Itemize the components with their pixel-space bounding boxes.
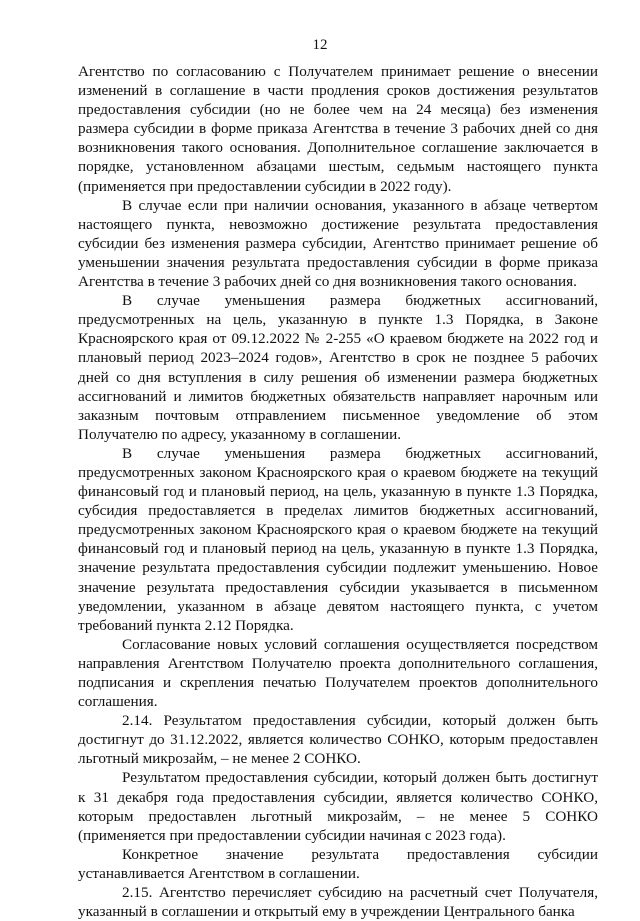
paragraph-9: 2.15. Агентство перечисляет субсидию на расчетный счет Получателя, указанный в соглашении и открытый ему в учреждении Центрального банка xyxy=(78,884,598,921)
paragraph-2: В случае если при наличии основания, указанного в абзаце четвертом настоящего пункта, невозможно достижение результата предоставления субсидии без изменения размера субсидии, Агентство принимает решение об уменьшении значения результата предоставления субсидии в форме приказа Агентства в течение 3 рабочих дней со дня возникновения такого основания. xyxy=(78,196,598,291)
paragraph-8: Конкретное значение результата предоставления субсидии устанавливается Агентством в соглашении. xyxy=(78,845,598,882)
page-number: 12 xyxy=(312,37,328,53)
paragraph-4: В случае уменьшения размера бюджетных ассигнований, предусмотренных законом Красноярского края о краевом бюджете на текущий финансовый год и плановый период, на цель, указанную в пункте 1.3 Порядка, субсидия предоставляется в пределах лимитов бюджетных ассигнований, предусмотренных законом Красноярского края о краевом бюджете на текущий финансовый год и плановый период на цель, указанную в пункте 1.3 Порядка, значение результата предоставления субсидии подлежит уменьшению. Новое значение результата предоставления субсидии указывается в письменном уведомлении, указанном в абзаце девятом настоящего пункта, с учетом требований пункта 2.12 Порядка. xyxy=(78,444,598,634)
paragraph-1: Агентство по согласованию с Получателем принимает решение о внесении изменений в соглашение в части продления сроков достижения результатов предоставления субсидии (но не более чем на 24 месяца) без изменения размера субсидии в форме приказа Агентства в течение 3 рабочих дней со дня возникновения такого основания. Дополнительное соглашение заключается в порядке, установленном абзацами шестым, седьмым настоящего пункта (применяется при предоставлении субсидии в 2022 году). xyxy=(78,63,598,195)
paragraph-6: 2.14. Результатом предоставления субсидии, который должен быть достигнут до 31.12.2022, является количество СОНКО, которым предоставлен льготный микрозайм, – не менее 2 СОНКО. xyxy=(78,712,598,768)
paragraph-5: Согласование новых условий соглашения осуществляется посредством направления Агентством Получателю проекта дополнительного соглашения, подписания и скрепления печатью Получателем проектов дополнительного соглашения. xyxy=(78,635,598,711)
paragraph-7: Результатом предоставления субсидии, который должен быть достигнут к 31 декабря года предоставления субсидии, является количество СОНКО, которым предоставлен льготный микрозайм, – не менее 5 СОНКО (применяется при предоставлении субсидии начиная с 2023 года). xyxy=(78,769,598,844)
document-body xyxy=(78,62,598,921)
paragraph-3: В случае уменьшения размера бюджетных ассигнований, предусмотренных на цель, указанную в пункте 1.3 Порядка, в Законе Красноярского края от 09.12.2022 № 2-255 «О краевом бюджете на 2022 год и плановый период 2023–2024 годов», Агентство в срок не позднее 5 рабочих дней со дня вступления в силу решения об изменении размера бюджетных ассигнований и лимитов бюджетных обязательств направляет нарочным или заказным почтовым отправлением письменное уведомление об этом Получателю по адресу, указанному в соглашении. xyxy=(78,292,598,443)
